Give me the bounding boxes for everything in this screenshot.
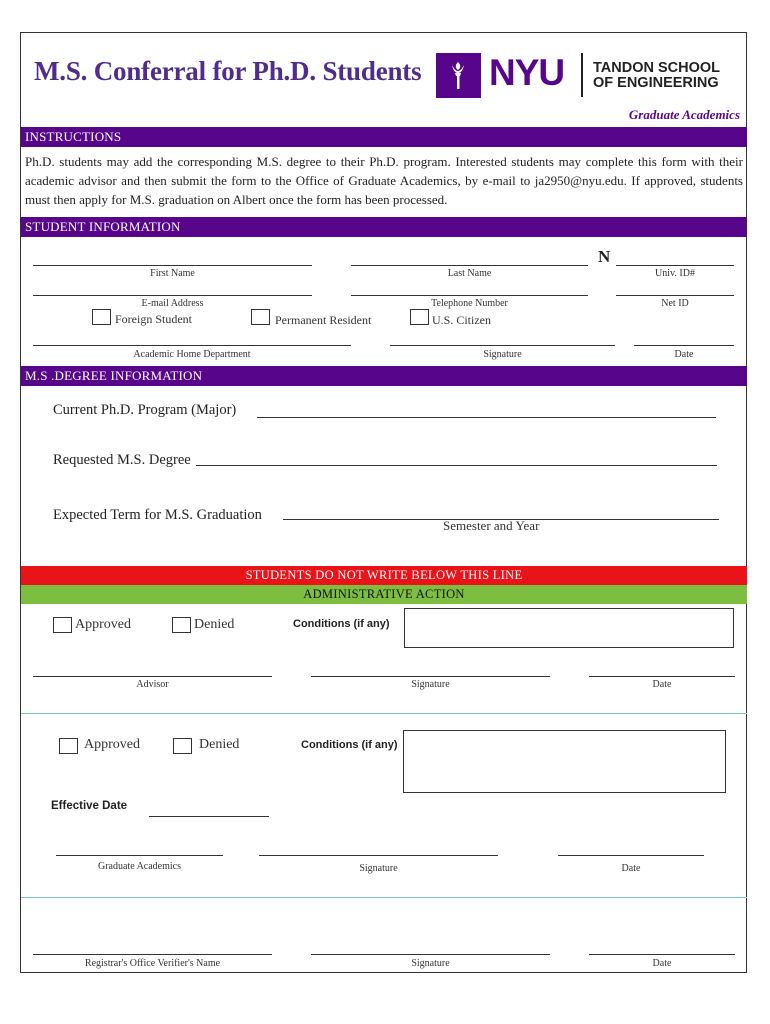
advisor-name-line[interactable] xyxy=(33,676,272,677)
admin-action-heading: ADMINISTRATIVE ACTION xyxy=(21,585,747,604)
instructions-heading: INSTRUCTIONS xyxy=(21,127,747,147)
ga-name-line[interactable] xyxy=(56,855,223,856)
advisor-signature-label: Signature xyxy=(411,679,450,690)
ga-approved-label: Approved xyxy=(84,737,140,752)
logo-divider xyxy=(581,53,583,97)
nyu-logo-text: NYU xyxy=(489,52,565,93)
section-divider-2 xyxy=(21,897,747,898)
id-prefix: N xyxy=(598,247,611,266)
telephone-line[interactable] xyxy=(351,295,588,296)
student-date-label: Date xyxy=(674,349,694,360)
advisor-approved-checkbox[interactable] xyxy=(53,617,72,633)
form-title: M.S. Conferral for Ph.D. Students xyxy=(34,56,422,86)
advisor-date-line[interactable] xyxy=(589,676,735,677)
ga-conditions-label: Conditions (if any) xyxy=(301,739,398,751)
us-citizen-checkbox[interactable] xyxy=(410,309,429,325)
requested-degree-label: Requested M.S. Degree xyxy=(53,452,191,468)
first-name-line[interactable] xyxy=(33,265,312,266)
last-name-label: Last Name xyxy=(447,268,492,279)
current-program-label: Current Ph.D. Program (Major) xyxy=(53,402,237,418)
requested-degree-line[interactable] xyxy=(196,465,717,466)
registrar-signature-line[interactable] xyxy=(311,954,550,955)
net-id-line[interactable] xyxy=(616,295,734,296)
current-program-line[interactable] xyxy=(257,417,716,418)
graduate-academics-subtitle: Graduate Academics xyxy=(628,107,740,122)
do-not-write-banner: STUDENTS DO NOT WRITE BELOW THIS LINE xyxy=(21,566,747,585)
nyu-torch-logo xyxy=(436,53,481,98)
ga-date-line[interactable] xyxy=(558,855,704,856)
ga-denied-label: Denied xyxy=(199,737,240,752)
home-dept-label: Academic Home Department xyxy=(133,349,251,360)
ga-signature-line[interactable] xyxy=(259,855,498,856)
permanent-resident-checkbox[interactable] xyxy=(251,309,270,325)
permanent-resident-label: Permanent Resident xyxy=(275,313,372,327)
foreign-student-checkbox[interactable] xyxy=(92,309,111,325)
ga-signature-label: Signature xyxy=(359,863,398,874)
student-signature-label: Signature xyxy=(483,349,522,360)
advisor-label: Advisor xyxy=(136,679,169,690)
advisor-date-label: Date xyxy=(652,679,672,690)
email-line[interactable] xyxy=(33,295,312,296)
effective-date-line[interactable] xyxy=(149,816,269,817)
univ-id-label: Univ. ID# xyxy=(655,268,695,279)
student-signature-line[interactable] xyxy=(390,345,615,346)
registrar-signature-label: Signature xyxy=(411,958,450,969)
school-name-line1: TANDON SCHOOL xyxy=(593,60,721,76)
school-name-line2: OF ENGINEERING xyxy=(593,75,719,91)
ga-denied-checkbox[interactable] xyxy=(173,738,192,754)
advisor-conditions-label: Conditions (if any) xyxy=(293,618,390,630)
student-info-heading: STUDENT INFORMATION xyxy=(21,217,747,237)
advisor-denied-label: Denied xyxy=(194,617,235,632)
advisor-conditions-box[interactable] xyxy=(404,608,734,648)
net-id-label: Net ID xyxy=(661,298,689,309)
registrar-name-line[interactable] xyxy=(33,954,272,955)
student-date-line[interactable] xyxy=(634,345,734,346)
ga-conditions-box[interactable] xyxy=(403,730,726,793)
term-hint: Semester and Year xyxy=(443,518,540,533)
advisor-denied-checkbox[interactable] xyxy=(172,617,191,633)
registrar-date-label: Date xyxy=(652,958,672,969)
first-name-label: First Name xyxy=(150,268,195,279)
expected-term-label: Expected Term for M.S. Graduation xyxy=(53,507,262,523)
ga-date-label: Date xyxy=(621,863,641,874)
advisor-signature-line[interactable] xyxy=(311,676,550,677)
graduate-academics-label: Graduate Academics xyxy=(97,861,182,872)
school-name xyxy=(593,61,720,91)
section-divider xyxy=(21,713,747,714)
email-label: E-mail Address xyxy=(141,298,204,309)
effective-date-label: Effective Date xyxy=(51,800,128,812)
home-dept-line[interactable] xyxy=(33,345,351,346)
registrar-verifier-label: Registrar's Office Verifier's Name xyxy=(84,958,221,969)
univ-id-line[interactable] xyxy=(616,265,734,266)
telephone-label: Telephone Number xyxy=(431,298,508,309)
torch-icon xyxy=(436,53,481,98)
last-name-line[interactable] xyxy=(351,265,588,266)
us-citizen-label: U.S. Citizen xyxy=(432,313,491,327)
registrar-date-line[interactable] xyxy=(589,954,735,955)
advisor-approved-label: Approved xyxy=(75,617,131,632)
instructions-text: Ph.D. students may add the corresponding M.S. degree to their Ph.D. program. Interested students may complete this form with their academic advisor and then submit the form to the Office of Graduate Academics, by e-mail to ja2950@nyu.edu. If approved, students must then apply for M.S. graduation on Albert once the form has been processed. xyxy=(25,154,743,207)
degree-info-heading: M.S .DEGREE INFORMATION xyxy=(21,366,747,386)
ga-approved-checkbox[interactable] xyxy=(59,738,78,754)
foreign-student-label: Foreign Student xyxy=(115,312,192,326)
